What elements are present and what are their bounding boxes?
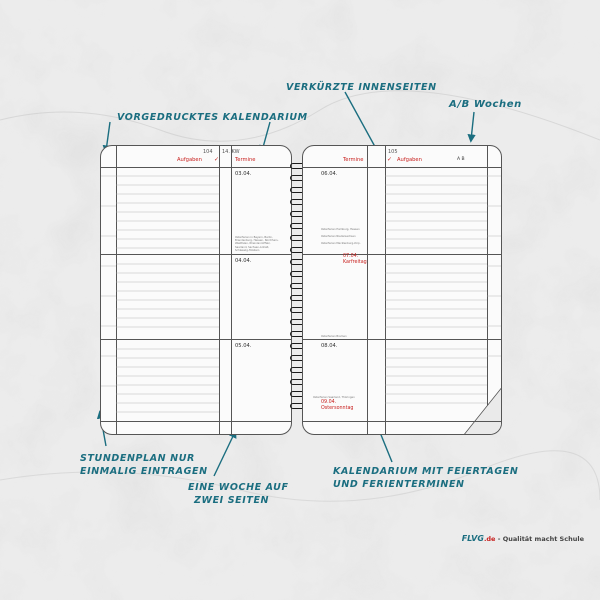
note-line: Osterferien Mecklenburg-Vorp. [321, 242, 361, 246]
writing-lines [101, 146, 292, 435]
note-line: Saarland, Sachsen-Anhalt, [235, 245, 270, 249]
callout-ab-wochen: A/B Wochen [449, 99, 522, 110]
holiday-entry [321, 400, 353, 411]
callout-line: UND FERIENTERMINEN [333, 479, 465, 490]
appointments-label: Termine [343, 157, 364, 163]
callout-verkuerzte-innenseiten: VERKÜRZTE INNENSEITEN [286, 82, 437, 93]
holiday-name: Ostersonntag [321, 405, 354, 411]
holiday-notes [235, 236, 278, 252]
callout-line: ZWEI SEITEN [194, 495, 270, 506]
check-icon: ✓ [214, 156, 220, 163]
holiday-notes [313, 396, 355, 399]
tasks-label: Aufgaben [177, 157, 202, 163]
corner-perforation [463, 386, 502, 435]
arrow-ab-wochen [471, 112, 474, 140]
callout-vorgedrucktes-kalendarium: VORGEDRUCKTES KALENDARIUM [117, 112, 308, 123]
brand-footer [462, 534, 584, 543]
day-divider [303, 254, 501, 255]
callout-line: EINMALIG EINTRAGEN [80, 466, 208, 477]
footer-rule [101, 421, 291, 422]
callout-line: EINE WOCHE AUF [188, 482, 289, 493]
note-line: Osterferien Bremen [321, 335, 347, 338]
page-number: 105 [388, 149, 398, 155]
week-toggle[interactable]: A B [457, 157, 465, 162]
holiday-date: 09.04. [321, 400, 337, 405]
holiday-name: Karfreitag [343, 259, 367, 265]
tasks-label: Aufgaben [397, 157, 422, 163]
day-divider [303, 339, 501, 340]
holiday-date: 07.04. [343, 254, 359, 259]
date-label: 08.04. [321, 343, 338, 349]
footer-rule [303, 421, 501, 422]
check-icon: ✓ [387, 156, 393, 163]
footer-url: .de [483, 535, 496, 543]
note-line: Brandenburg, Hessen, Nordrhein- [235, 239, 279, 243]
note-line: Schleswig-Holstein [235, 248, 260, 252]
note-line: Osterferien in Bayern, Berlin, [235, 236, 273, 239]
footer-slogan: - Qualität macht Schule [495, 535, 584, 543]
appointments-label: Termine [235, 157, 256, 163]
holiday-notes [321, 228, 361, 246]
callout-line: KALENDARIUM MIT FEIERTAGEN [333, 466, 519, 477]
holiday-notes [321, 335, 347, 338]
note-line: Westfalen, Rheinland-Pfalz, [235, 242, 271, 246]
note-line: Osterferien Saarland, Thüringen [313, 396, 355, 399]
day-divider [101, 339, 291, 340]
flvg-logo: FLVG [461, 534, 484, 543]
day-divider [101, 254, 291, 255]
writing-lines [303, 146, 502, 435]
arrow-eine-woche [214, 432, 235, 476]
holiday-entry [343, 254, 367, 265]
week-number: 14. KW [222, 149, 240, 155]
note-line: Osterferien Niedersachsen [321, 235, 356, 239]
date-label: 04.04. [235, 258, 252, 264]
date-label: 03.04. [235, 171, 252, 177]
right-page [302, 145, 502, 435]
note-line: Osterferien Hamburg, Hessen [321, 228, 360, 231]
page-number: 104 [203, 149, 213, 155]
left-page [100, 145, 292, 435]
callout-line: STUNDENPLAN NUR [80, 453, 195, 464]
date-label: 05.04. [235, 343, 252, 349]
date-label: 06.04. [321, 171, 338, 177]
